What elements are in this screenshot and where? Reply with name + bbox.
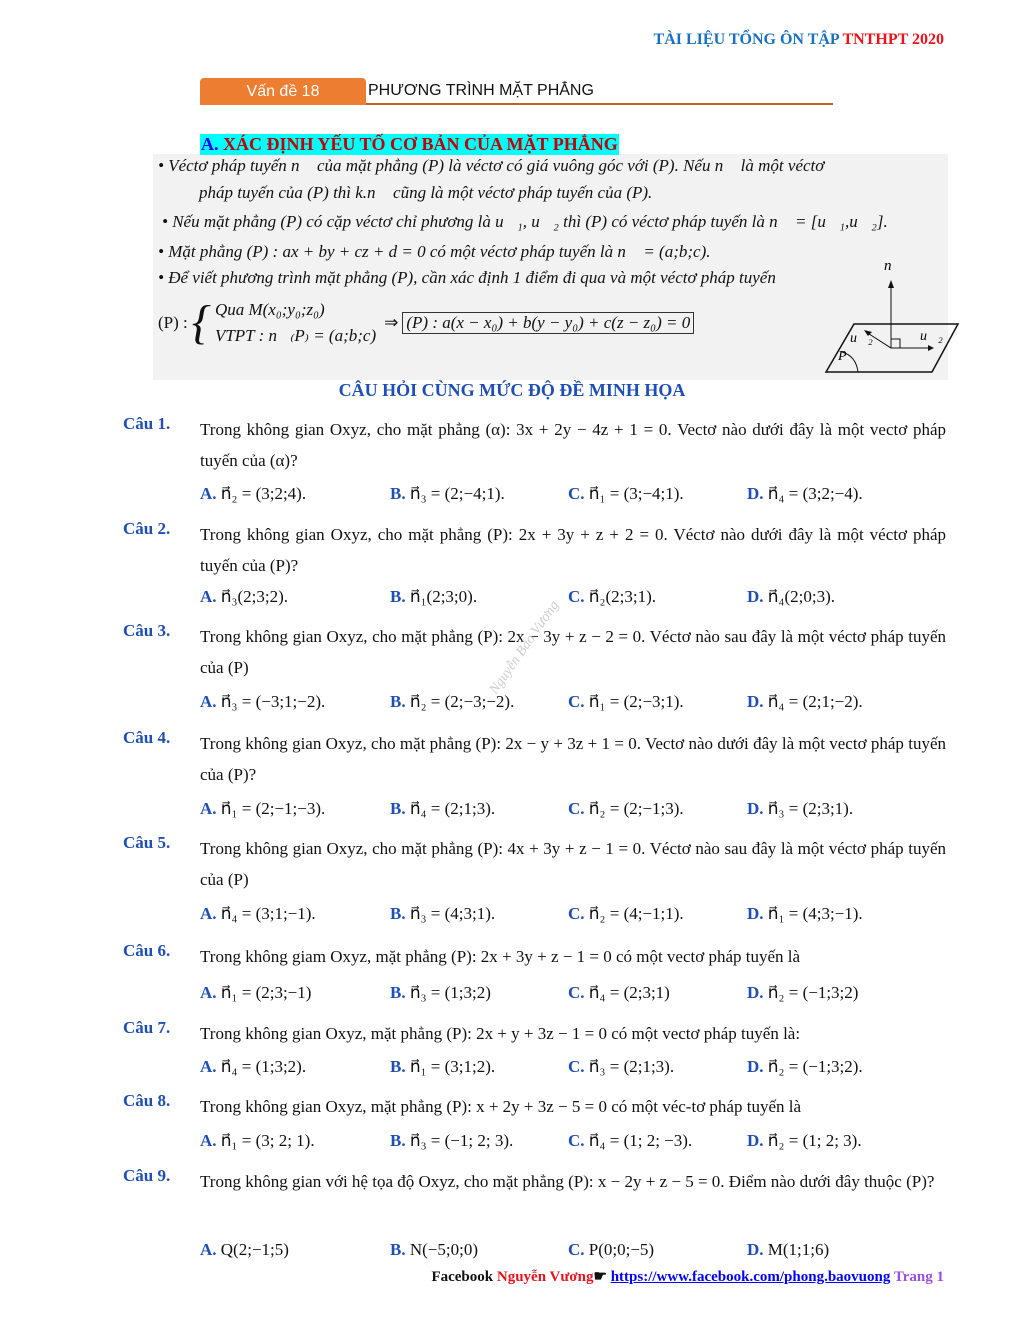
svg-text:u⃗₂: u⃗₂ — [850, 331, 873, 346]
answer-option[interactable]: D. n⃗₁ = (4;3;−1). — [747, 904, 863, 923]
answer-option[interactable]: C. n⃗₂ = (4;−1;1). — [568, 904, 684, 923]
question-label: Câu 1. — [123, 414, 171, 433]
svg-text:u⃗₂: u⃗₂ — [920, 329, 943, 344]
question-stem: Trong không gian với hệ tọa độ Oxyz, cho mặt phẳng (P): x − 2y + z − 5 = 0. Điểm nào dưới đây thuộc (P)? — [200, 1172, 935, 1191]
answer-option[interactable]: D. n⃗₂ = (−1;3;2). — [747, 1057, 863, 1076]
answer-option[interactable]: D. M(1;1;6) — [747, 1240, 830, 1259]
system: Qua M(x₀;y₀;z₀) VTPT : n⃗₍P₎ = (a;b;c) — [214, 300, 377, 345]
question-label: Câu 5. — [123, 833, 171, 852]
theory-line: • Nếu mặt phẳng (P) có cặp véctơ chỉ phương là u⃗₁, u⃗₂ thì (P) có véctơ pháp tuyến là n⃗ = [u⃗₁,u⃗₂]. — [162, 212, 888, 231]
brace: { — [191, 296, 211, 349]
answer-option[interactable]: B. N(−5;0;0) — [390, 1240, 478, 1259]
question-label: Câu 8. — [123, 1091, 171, 1110]
answer-option[interactable]: C. n⃗₁ = (2;−3;1). — [568, 692, 684, 711]
answer-option[interactable]: C. n⃗₄ = (1; 2; −3). — [568, 1131, 693, 1150]
question-stem: Trong không gian Oxyz, cho mặt phẳng (α): 3x + 2y − 4z + 1 = 0. Vectơ nào dưới đây là một vectơ pháp tuyến của (α)? — [200, 420, 946, 470]
plane-normal-figure — [822, 252, 962, 377]
answer-option[interactable]: C. n⃗₂(2;3;1). — [568, 587, 657, 606]
question-label: Câu 3. — [123, 621, 171, 640]
answer-option[interactable]: A. n⃗₃(2;3;2). — [200, 587, 289, 606]
answer-option[interactable]: A. n⃗₁ = (3; 2; 1). — [200, 1131, 315, 1150]
question-label: Câu 6. — [123, 941, 171, 960]
theory-line: • Để viết phương trình mặt phẳng (P), cần xác định 1 điểm đi qua và một véctơ pháp tuyến — [158, 268, 776, 287]
answer-option[interactable]: A. n⃗₄ = (1;3;2). — [200, 1057, 307, 1076]
question-stem: Trong không gian Oxyz, cho mặt phẳng (P): 2x + 3y + z + 2 = 0. Véctơ nào dưới đây là một véctơ pháp tuyến của (P)? — [200, 525, 946, 575]
footer: Facebook Nguyễn Vương☛ https://www.facebook.com/phong.baovuong Trang 1 — [431, 1269, 944, 1285]
answer-option[interactable]: B. n⃗₄ = (2;1;3). — [390, 799, 496, 818]
answer-option[interactable]: C. n⃗₄ = (2;3;1) — [568, 983, 670, 1002]
questions-heading: CÂU HỎI CÙNG MỨC ĐỘ ĐỀ MINH HỌA — [338, 380, 686, 400]
answer-option[interactable]: B. n⃗₂ = (2;−3;−2). — [390, 692, 515, 711]
answer-option[interactable]: A. n⃗₁ = (2;3;−1) — [200, 983, 312, 1002]
question-label: Câu 4. — [123, 728, 171, 747]
theory-line: • Mặt phẳng (P) : ax + by + cz + d = 0 có một véctơ pháp tuyến là n⃗ = (a;b;c). — [158, 242, 711, 261]
plane-formula: (P) : { Qua M(x₀;y₀;z₀) VTPT : n⃗₍P₎ = (a;b;c) ⇒ (P) : a(x − x₀) + b(y − y₀) + c(z − z₀) = 0 — [158, 297, 694, 349]
answer-option[interactable]: C. n⃗₂ = (2;−1;3). — [568, 799, 684, 818]
answer-option[interactable]: B. n⃗₃ = (2;−4;1). — [390, 484, 505, 503]
answer-option[interactable]: C. P(0;0;−5) — [568, 1240, 655, 1259]
answer-option[interactable]: D. n⃗₂ = (−1;3;2) — [747, 983, 859, 1002]
answer-option[interactable]: D. n⃗₄ = (3;2;−4). — [747, 484, 863, 503]
answer-option[interactable]: D. n⃗₄(2;0;3). — [747, 587, 836, 606]
question-stem: Trong không gian Oxyz, cho mặt phẳng (P): 2x − y + 3z + 1 = 0. Vectơ nào dưới đây là một vectơ pháp tuyến của (P)? — [200, 734, 946, 784]
answer-option[interactable]: A. n⃗₂ = (3;2;4). — [200, 484, 307, 503]
theory-line: • Véctơ pháp tuyến n⃗ của mặt phẳng (P) là véctơ có giá vuông góc với (P). Nếu n⃗ là một véctơ — [158, 156, 825, 175]
answer-option[interactable]: A. Q(2;−1;5) — [200, 1240, 289, 1259]
answer-option[interactable]: A. n⃗₃ = (−3;1;−2). — [200, 692, 326, 711]
answer-option[interactable]: A. n⃗₄ = (3;1;−1). — [200, 904, 316, 923]
question-label: Câu 7. — [123, 1018, 171, 1037]
answer-option[interactable]: D. n⃗₃ = (2;3;1). — [747, 799, 854, 818]
theory-line: pháp tuyến của (P) thì k.n⃗ cũng là một véctơ pháp tuyến của (P). — [199, 183, 653, 202]
topic-title: PHƯƠNG TRÌNH MẶT PHẲNG — [368, 82, 594, 99]
answer-option[interactable]: B. n⃗₃ = (−1; 2; 3). — [390, 1131, 514, 1150]
header-title: TÀI LIỆU TỔNG ÔN TẬP TNTHPT 2020 — [653, 31, 944, 48]
question-stem: Trong không gian Oxyz, cho mặt phẳng (P): 4x + 3y + z − 1 = 0. Véctơ nào sau đây là một véctơ pháp tuyến của (P) — [200, 839, 946, 889]
topic-tab: Vấn đề 18 — [200, 78, 366, 105]
answer-option[interactable]: B. n⃗₁(2;3;0). — [390, 587, 478, 606]
watermark: Nguyễn Bảo Vương — [486, 598, 563, 698]
answer-option[interactable]: A. n⃗₁ = (2;−1;−3). — [200, 799, 326, 818]
divider — [366, 103, 833, 105]
svg-text:P: P — [838, 349, 847, 364]
answer-option[interactable]: D. n⃗₄ = (2;1;−2). — [747, 692, 863, 711]
facebook-link[interactable]: https://www.facebook.com/phong.baovuong — [610, 1269, 891, 1285]
answer-option[interactable]: C. n⃗₃ = (2;1;3). — [568, 1057, 675, 1076]
question-label: Câu 9. — [123, 1166, 171, 1185]
answer-option[interactable]: C. n⃗₁ = (3;−4;1). — [568, 484, 684, 503]
question-stem: Trong không gian Oxyz, mặt phẳng (P): 2x + y + 3z − 1 = 0 có một vectơ pháp tuyến là: — [200, 1024, 801, 1043]
question-stem: Trong không gian Oxyz, cho mặt phẳng (P): 2x − 3y + z − 2 = 0. Véctơ nào sau đây là một véctơ pháp tuyến của (P) — [200, 627, 946, 677]
question-stem: Trong không giam Oxyz, mặt phẳng (P): 2x + 3y + z − 1 = 0 có một vectơ pháp tuyến là — [200, 947, 801, 966]
question-label: Câu 2. — [123, 519, 171, 538]
answer-option[interactable]: B. n⃗₃ = (4;3;1). — [390, 904, 496, 923]
section-heading: A. XÁC ĐỊNH YẾU TỐ CƠ BẢN CỦA MẶT PHẲNG — [201, 134, 618, 154]
answer-option[interactable]: B. n⃗₁ = (3;1;2). — [390, 1057, 496, 1076]
svg-text:n⃗: n⃗ — [884, 258, 904, 274]
page-number: Trang 1 — [893, 1269, 944, 1285]
answer-option[interactable]: B. n⃗₃ = (1;3;2) — [390, 983, 491, 1002]
question-stem: Trong không gian Oxyz, mặt phẳng (P): x + 2y + 3z − 5 = 0 có một véc-tơ pháp tuyến là — [200, 1097, 802, 1116]
answer-option[interactable]: D. n⃗₂ = (1; 2; 3). — [747, 1131, 862, 1150]
